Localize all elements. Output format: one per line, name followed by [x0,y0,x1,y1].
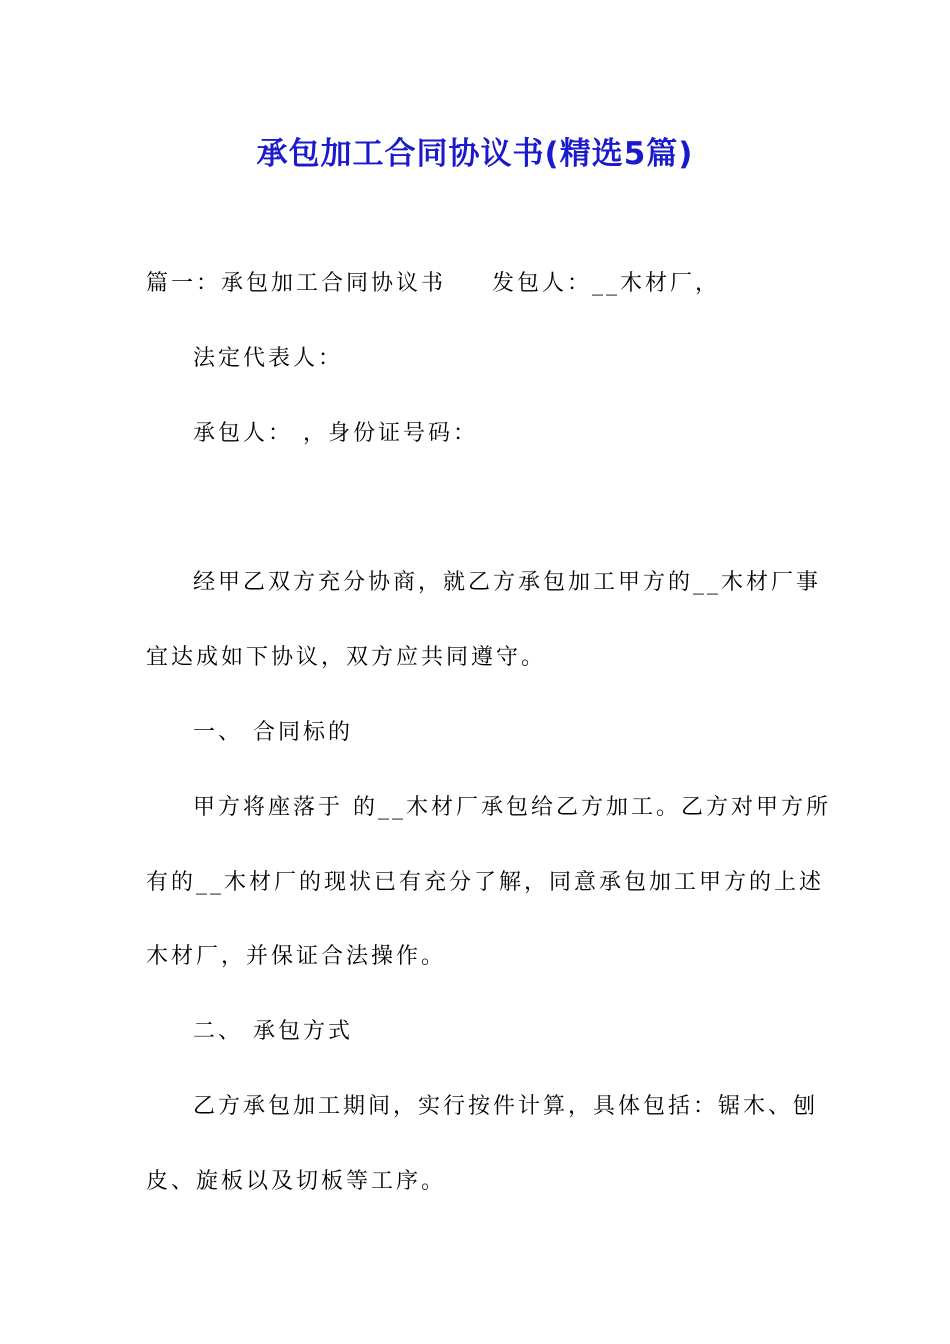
paragraph-line: 有的__木材厂的现状已有充分了解，同意承包加工甲方的上述 [146,870,825,895]
document-title: 承包加工合同协议书(精选5篇) [256,136,694,172]
section-heading-line [146,268,810,300]
paragraph-line: 木材厂，并保证合法操作。 [146,944,447,969]
clause-heading: 一、 合同标的 [193,720,353,745]
paragraph-line: 宜达成如下协议，双方应共同遵守。 [146,645,547,670]
contractor-field: 承包人： ，身份证号码： [193,421,478,446]
clause-heading: 二、 承包方式 [193,1019,353,1044]
employer-field: 发包人：__木材厂， [492,271,721,296]
paragraph-line: 经甲乙双方充分协商，就乙方承包加工甲方的__木材厂事 [193,570,822,595]
paragraph-line: 甲方将座落于 的__木材厂承包给乙方加工。乙方对甲方所 [193,795,831,820]
paragraph-line: 乙方承包加工期间，实行按件计算，具体包括：锯木、刨 [193,1094,819,1119]
section-heading: 篇一：承包加工合同协议书 [146,271,447,296]
paragraph-line: 皮、旋板以及切板等工序。 [146,1169,447,1194]
legal-representative-field: 法定代表人： [193,346,344,371]
